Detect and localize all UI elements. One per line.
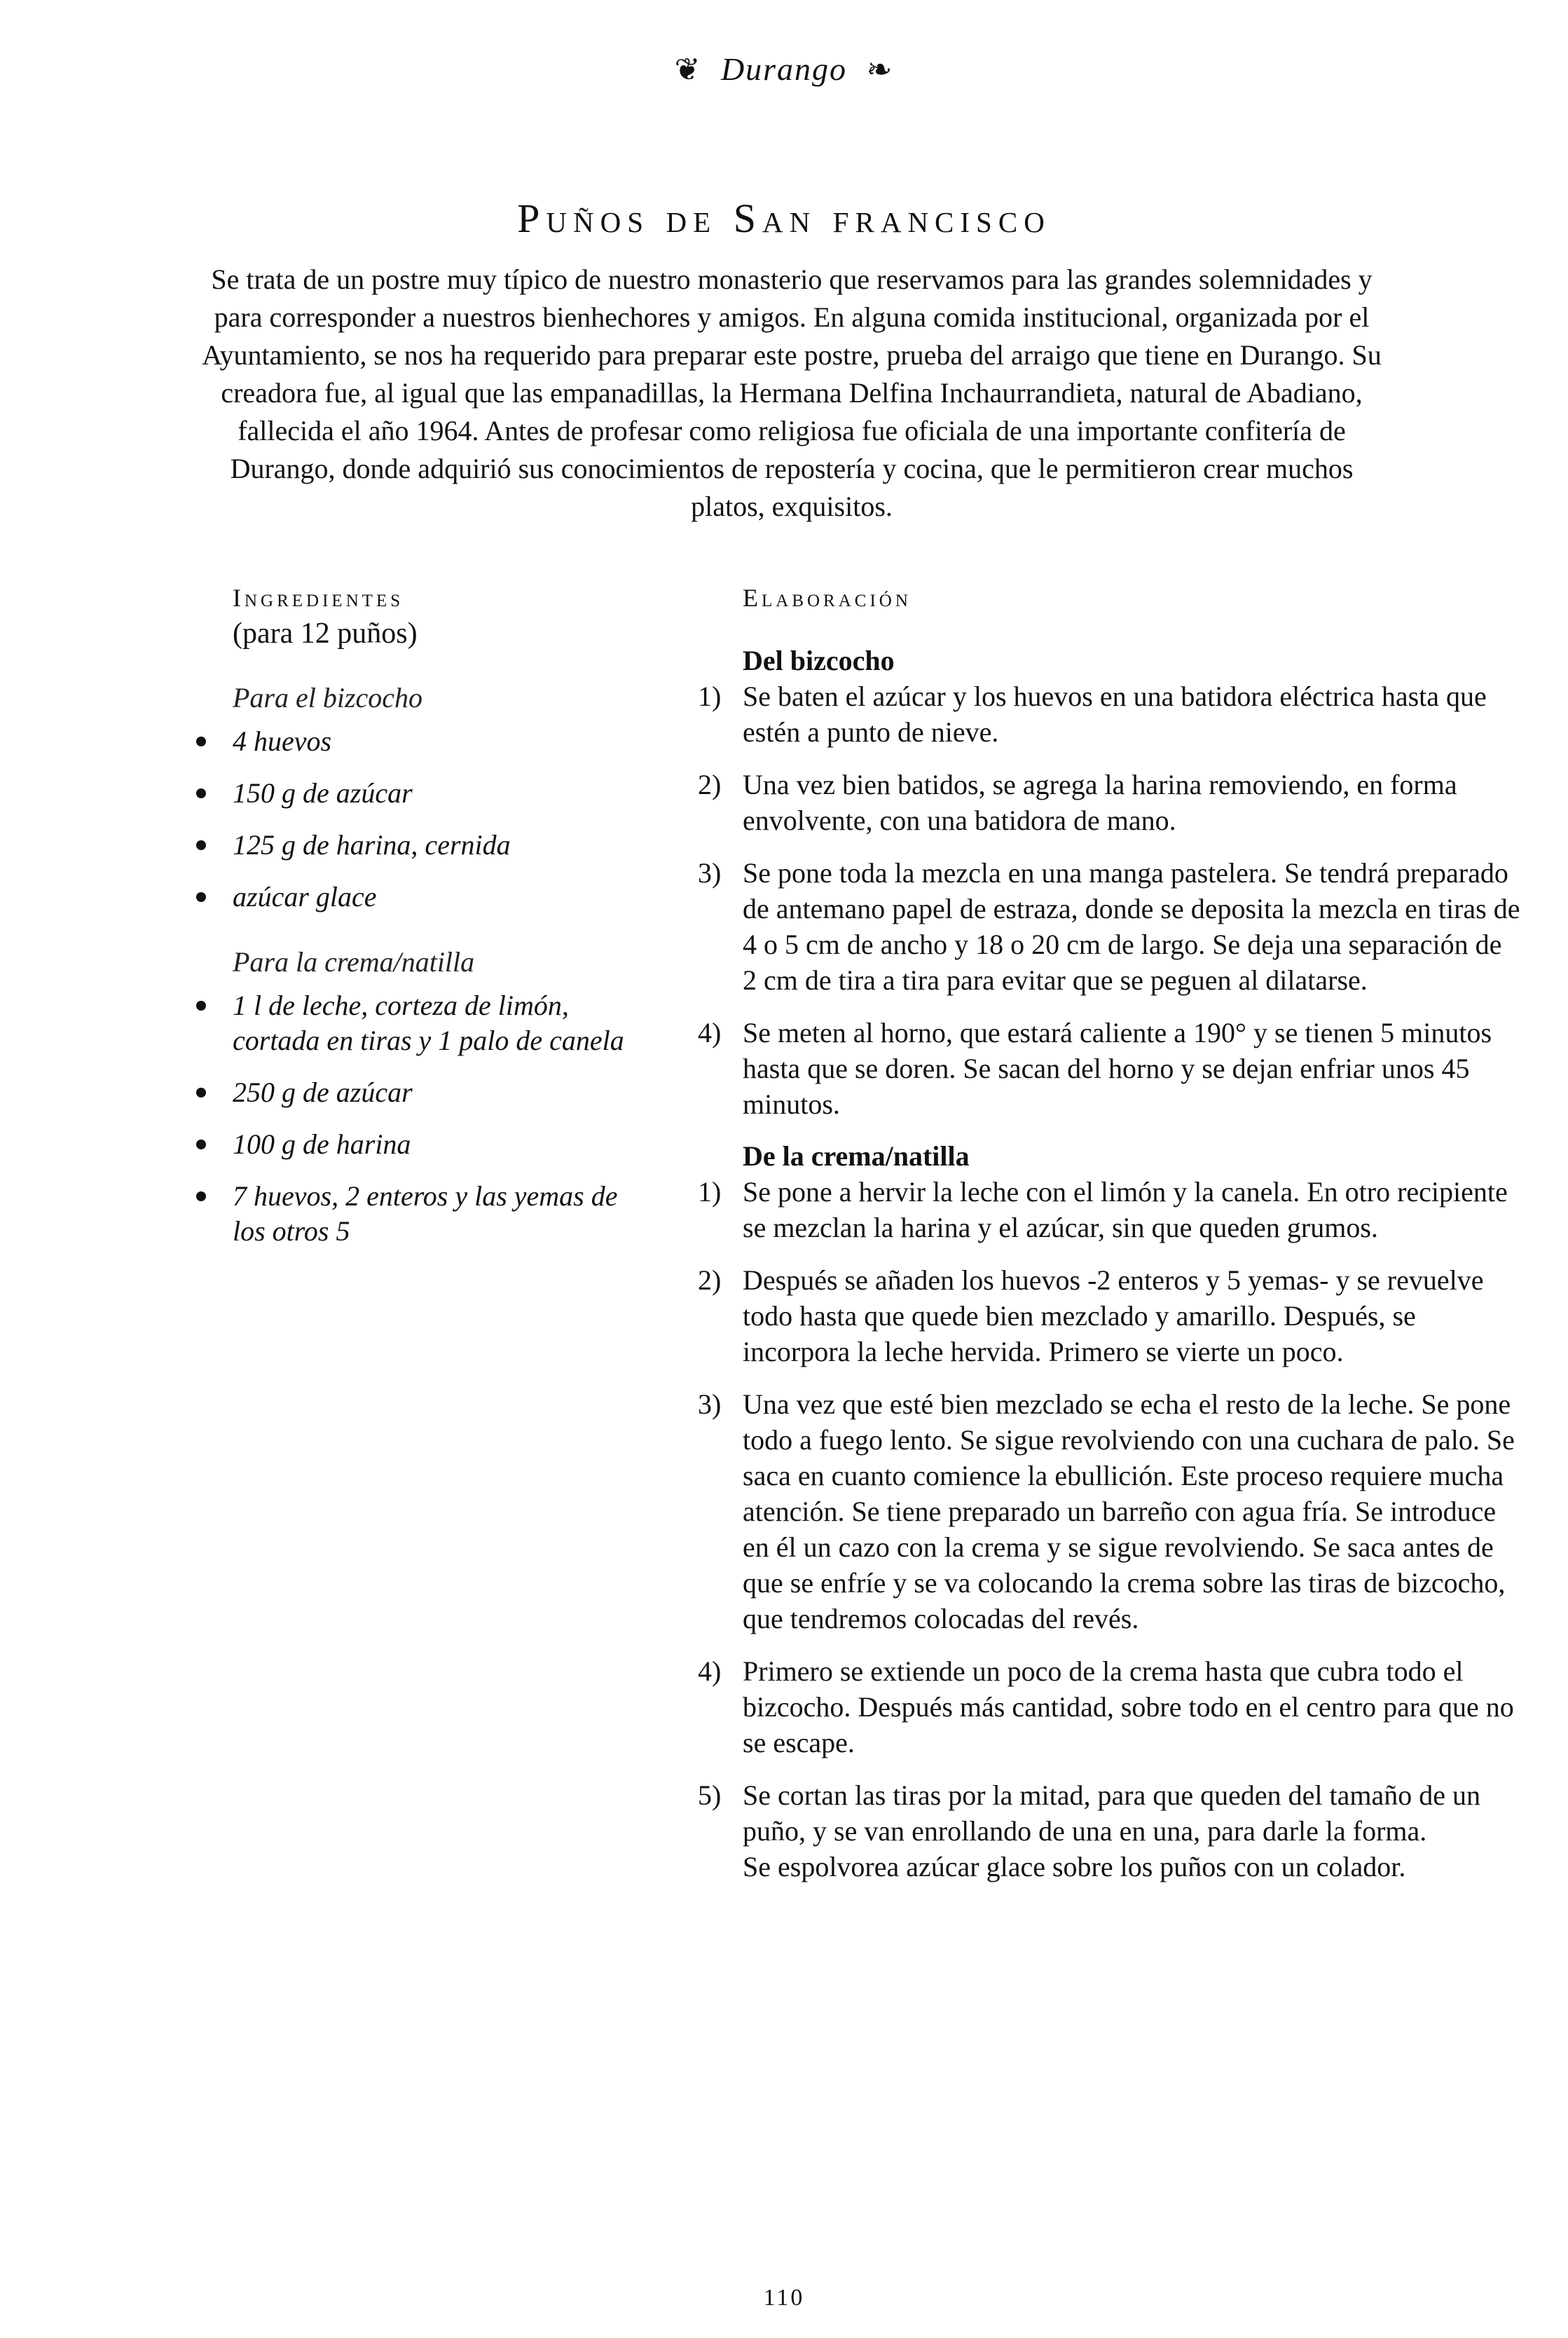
ingredient-item <box>233 776 639 811</box>
step-text: Se pone toda la mezcla en una manga pastelera. Se tendrá preparado de antemano papel de estraza, donde se deposita la mezcla en tiras de 4 o 5 cm de ancho y 18 o 20 cm de largo. Se deja una separación de 2 cm de tira a tira para evitar que se peguen al dilatarse. <box>743 857 1520 996</box>
step-number: 5) <box>698 1779 722 1811</box>
ingredient-item <box>233 828 639 863</box>
step-item <box>698 1262 1520 1369</box>
ingredient-list <box>233 724 639 915</box>
ingredient-text: 125 g de harina, cernida <box>233 829 511 861</box>
step-item <box>698 767 1520 838</box>
bullet-icon <box>196 892 206 902</box>
ingredient-text: 7 huevos, 2 enteros y las yemas de los otros 5 <box>233 1180 618 1247</box>
step-item <box>698 1777 1520 1885</box>
running-header <box>0 50 1568 88</box>
step-number: 2) <box>698 769 722 800</box>
bullet-icon <box>196 737 206 746</box>
elaboration-heading: Elaboración <box>743 584 912 612</box>
running-title: Durango <box>720 51 848 87</box>
ingredient-text: 1 l de leche, corteza de limón, cortada en tiras y 1 palo de canela <box>233 990 624 1056</box>
step-list <box>698 1174 1520 1885</box>
ingredient-text: 250 g de azúcar <box>233 1076 413 1108</box>
step-text: Se pone a hervir la leche con el limón y la canela. En otro recipiente se mezclan la harina y el azúcar, sin que queden grumos. <box>743 1176 1508 1243</box>
step-item <box>698 1386 1520 1636</box>
step-extra-text: Se espolvorea azúcar glace sobre los puños con un colador. <box>743 1851 1406 1882</box>
step-number: 4) <box>698 1655 722 1687</box>
step-item <box>698 855 1520 998</box>
page-number: 110 <box>763 2285 805 2311</box>
ingredient-item <box>233 880 639 915</box>
ingredient-text: azúcar glace <box>233 881 377 912</box>
bullet-icon <box>196 1140 206 1149</box>
step-text: Después se añaden los huevos -2 enteros y 5 yemas- y se revuelve todo hasta que quede bien mezclado y amarillo. Después, se incorpora la leche hervida. Primero se vierte un poco. <box>743 1264 1484 1367</box>
ingredients-heading: Ingredientes <box>233 584 404 612</box>
bullet-icon <box>196 1001 206 1011</box>
ingredient-item <box>233 1075 639 1110</box>
ingredient-item <box>233 1127 639 1162</box>
ingredient-text: 100 g de harina <box>233 1128 411 1160</box>
section-heading: Del bizcocho <box>743 645 895 676</box>
step-list <box>698 678 1520 1122</box>
ingredient-text: 4 huevos <box>233 725 332 757</box>
step-text: Primero se extiende un poco de la crema hasta que cubra todo el bizcocho. Después más cantidad, sobre todo en el centro para que no se escape. <box>743 1655 1514 1758</box>
step-text: Se baten el azúcar y los huevos en una batidora eléctrica hasta que estén a punto de nieve. <box>743 681 1487 748</box>
bullet-icon <box>196 840 206 850</box>
intro-paragraph: Se trata de un postre muy típico de nuestro monasterio que reservamos para las grandes solemnidades y para corresponder a nuestros bienhechores y amigos. En alguna comida institucional, organizada por el Ayuntamiento, se nos ha requerido para preparar este postre, prueba del arraigo que tiene en Durango. Su creadora fue, al igual que las empanadillas, la Hermana Delfina Inchaurrandieta, natural de Abadiano, fallecida el año 1964. Antes de profesar como religiosa fue oficiala de una importante confitería de Durango, donde adquirió sus conocimientos de repostería y cocina, que le permitieron crear muchos platos, exquisitos. <box>202 264 1382 522</box>
ornament-right-icon: ❧ <box>866 53 894 87</box>
step-number: 1) <box>698 681 722 712</box>
step-number: 2) <box>698 1264 722 1296</box>
bullet-icon <box>196 1191 206 1201</box>
step-item <box>698 1015 1520 1122</box>
ingredient-text: 150 g de azúcar <box>233 777 413 809</box>
ingredient-group-label: Para la crema/natilla <box>233 946 475 978</box>
ingredient-group-label: Para el bizcocho <box>233 682 423 713</box>
step-item <box>698 1174 1520 1245</box>
step-text: Una vez que esté bien mezclado se echa el resto de la leche. Se pone todo a fuego lento. Se sigue revolviendo con una cuchara de palo. Se saca en cuanto comience la ebullición. Este proceso requiere mucha atención. Se tiene preparado un barreño con agua fría. Se introduce en él un cazo con la crema y se sigue revolviendo. Se saca antes de que se enfríe y se va colocando la crema sobre las tiras de bizcocho, que tendremos colocadas del revés. <box>743 1388 1515 1634</box>
step-text: Se meten al horno, que estará caliente a 190° y se tienen 5 minutos hasta que se doren. Se sacan del horno y se dejan enfriar unos 45 minutos. <box>743 1017 1492 1120</box>
bullet-icon <box>196 788 206 798</box>
step-number: 1) <box>698 1176 722 1208</box>
step-text: Se cortan las tiras por la mitad, para que queden del tamaño de un puño, y se van enrollando de una en una, para darle la forma. <box>743 1779 1480 1847</box>
step-number: 3) <box>698 1388 722 1420</box>
step-text: Una vez bien batidos, se agrega la harina removiendo, en forma envolvente, con una batidora de mano. <box>743 769 1457 836</box>
ingredients-yield: (para 12 puños) <box>233 617 418 650</box>
ingredient-item <box>233 1179 639 1249</box>
section-heading: De la crema/natilla <box>743 1140 970 1172</box>
ingredient-item <box>233 724 639 759</box>
ornament-left-icon: ❦ <box>674 53 702 87</box>
ingredient-list <box>233 988 639 1249</box>
elaboration-column <box>698 583 1520 1901</box>
bullet-icon <box>196 1088 206 1098</box>
step-number: 4) <box>698 1017 722 1048</box>
step-item <box>698 678 1520 750</box>
ingredient-item <box>233 988 639 1058</box>
ingredients-column <box>233 583 639 1266</box>
recipe-title: Puños de San francisco <box>517 196 1051 241</box>
step-item <box>698 1653 1520 1761</box>
step-number: 3) <box>698 857 722 889</box>
